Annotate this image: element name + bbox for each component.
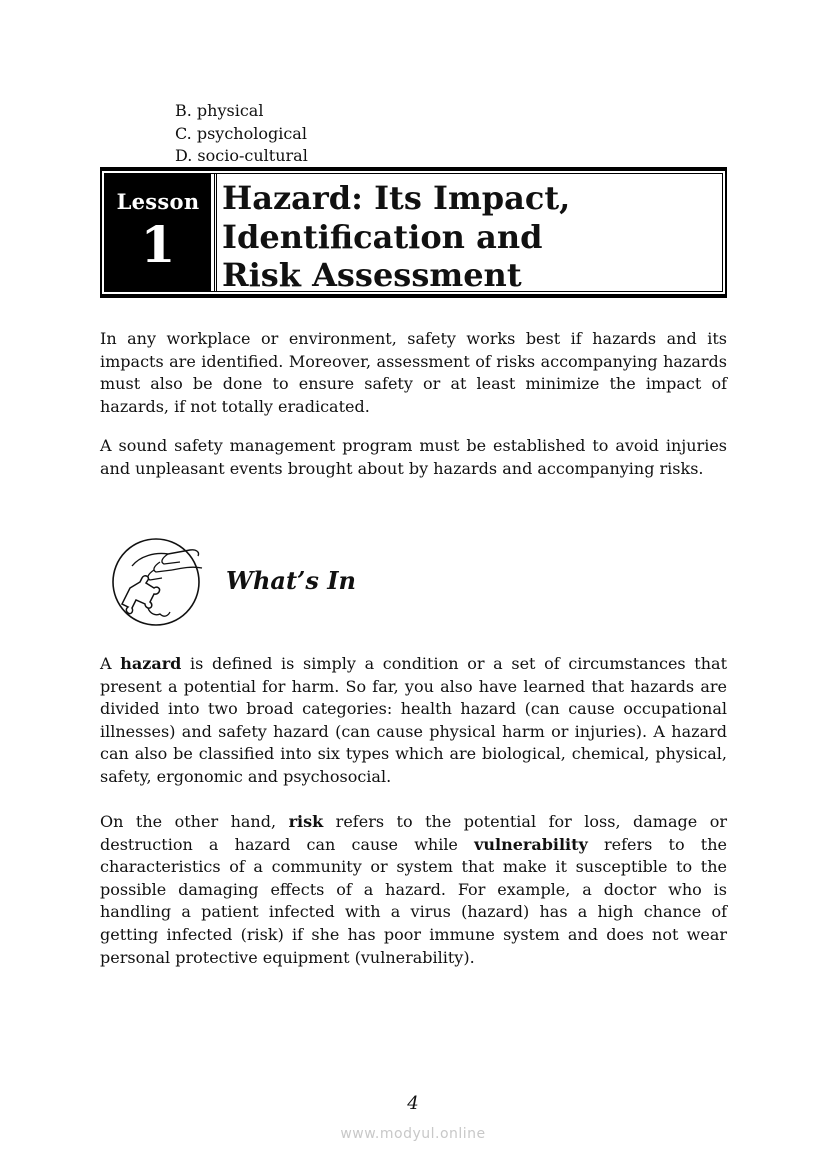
option-b: B. physical — [175, 101, 264, 120]
lesson-title-line-2: Identification and — [222, 217, 543, 256]
intro-paragraph-1: In any workplace or environment, safety works best if hazards and its impacts are identified. Moreover, assessment of risks accompanying hazards must also be done to ensure safety or at least minimize the impact of hazards, if not totally eradicated. — [100, 329, 727, 416]
lesson-number: 1 — [140, 215, 176, 274]
lesson-label: Lesson — [116, 189, 200, 214]
answer-options — [175, 100, 308, 168]
lesson-title — [222, 179, 722, 295]
lesson-title-wrap — [216, 174, 722, 294]
risk-lead: On the other hand, — [100, 812, 289, 831]
intro-paragraph-2: A sound safety management program must be established to avoid injuries and unpleasant events brought about by hazards and accompanying risks. — [100, 436, 727, 478]
hazard-term: hazard — [120, 654, 182, 673]
vulnerability-term: vulnerability — [474, 834, 588, 854]
option-d: D. socio-cultural — [175, 146, 308, 165]
vulnerability-definition: refers to the characteristics of a community or system that make it susceptible to the possible damaging effects of a hazard. For example, a doctor who is handling a patient infected with a virus (hazard) has a high chance of getting infected (risk) if she has poor immune system and does not wear personal protective equipment (vulnerability). — [100, 834, 728, 967]
watermark: www.modyul.online — [340, 1126, 486, 1142]
hand-puzzle-piece-icon — [110, 536, 205, 631]
risk-term: risk — [288, 812, 324, 831]
hazard-definition: is defined is simply a condition or a set of circumstances that present a potential for harm. So far, you also have learned that hazards are divided into two broad categories: health hazard (can cause occupational illnesses) and safety hazard (can cause physical harm or injuries). A hazard can also be classified into six types which are biological, chemical, physical, safety, ergonomic and psychosocial. — [100, 654, 728, 786]
risk-definition: refers to the potential for loss, damage or destruction a hazard can cause while — [100, 812, 728, 854]
page-number: 4 — [407, 1093, 419, 1114]
risk-paragraph — [100, 811, 727, 969]
lesson-header-box — [100, 167, 727, 298]
lesson-title-line-1: Hazard: Its Impact, — [222, 179, 571, 217]
whats-in-title: What’s In — [226, 566, 356, 595]
lesson-title-line-3: Risk Assessment — [222, 256, 522, 294]
hazard-lead: A — [100, 654, 121, 673]
option-c: C. psychological — [175, 123, 307, 143]
lesson-tag — [105, 174, 214, 291]
hazard-paragraph — [100, 653, 727, 789]
lesson-header-inner — [104, 173, 723, 292]
